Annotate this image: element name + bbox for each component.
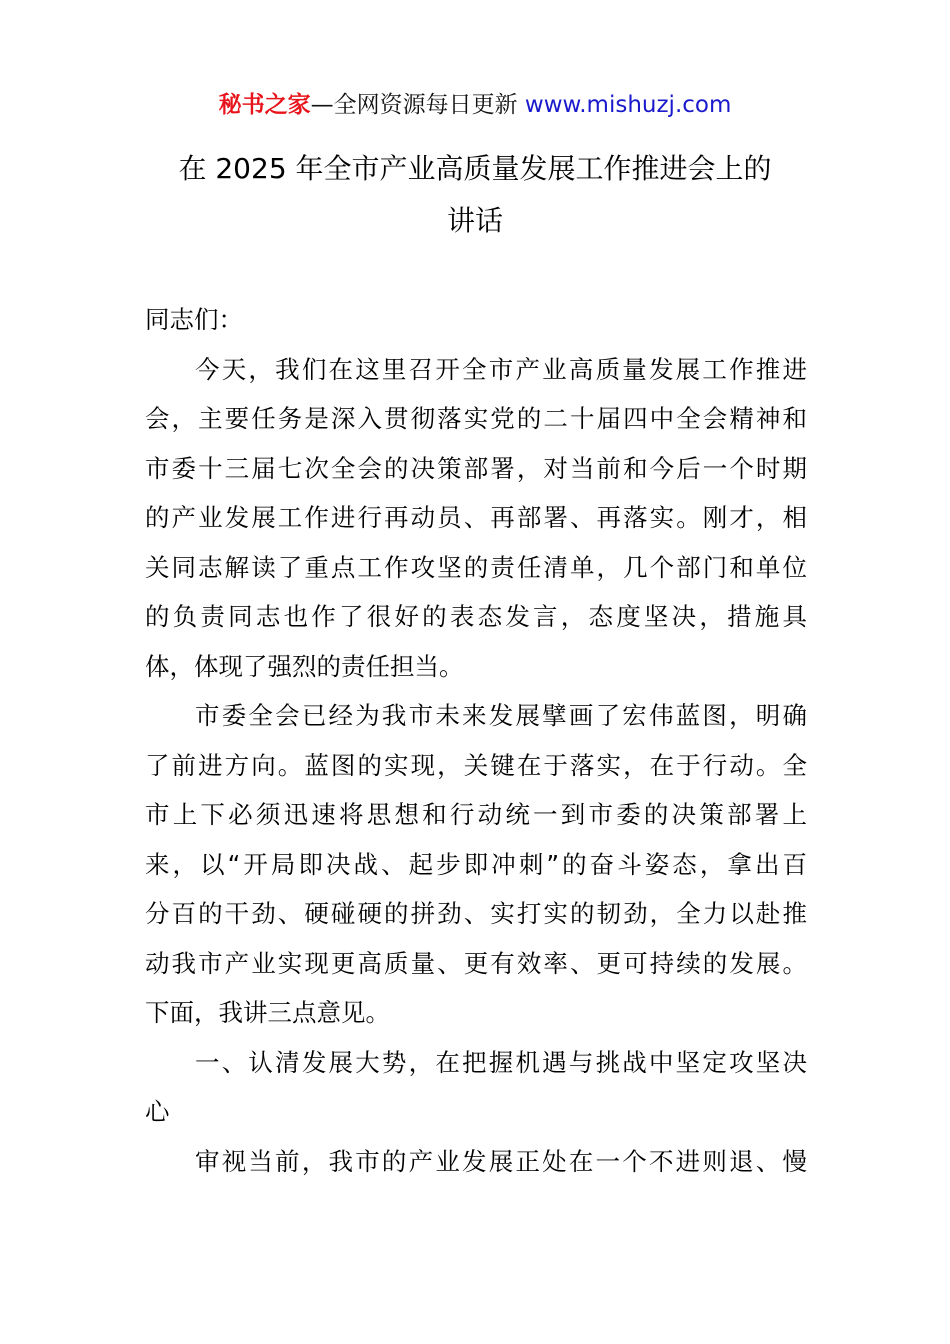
- paragraph-line: 分百的干劲、硬碰硬的拼劲、实打实的韧劲，全力以赴推: [145, 899, 807, 928]
- paragraph-1: [145, 345, 807, 692]
- paragraph-line: 关同志解读了重点工作攻坚的责任清单，几个部门和单位: [145, 552, 807, 582]
- paragraph-line: 动我市产业实现更高质量、更有效率、更可持续的发展。: [145, 948, 807, 978]
- paragraph-line: 会，主要任务是深入贯彻落实党的二十届四中全会精神和: [145, 404, 807, 433]
- paragraph-3: [145, 1137, 807, 1187]
- title-line: 讲话: [446, 204, 503, 237]
- paragraph-line: 市上下必须迅速将思想和行动统一到市委的决策部署上: [145, 800, 807, 829]
- paragraph-line: 审视当前，我市的产业发展正处在一个不进则退、慢: [195, 1146, 807, 1176]
- paragraph-line: 下面，我讲三点意见。: [145, 998, 390, 1027]
- heading-line: 一、认清发展大势，在把握机遇与挑战中坚定攻坚决: [195, 1047, 807, 1077]
- heading-line: 心: [145, 1097, 170, 1126]
- brand-name: 秘书之家: [218, 92, 311, 118]
- title-line: 在 2025 年全市产业高质量发展工作推进会上的: [178, 152, 772, 185]
- paragraph-line: 市委十三届七次全会的决策部署，对当前和今后一个时期: [145, 453, 807, 483]
- banner-slogan: —全网资源每日更新: [310, 92, 525, 118]
- paragraph-line: 了前进方向。蓝图的实现，关键在于落实，在于行动。全: [145, 750, 807, 780]
- paragraph-line: 市委全会已经为我市未来发展擘画了宏伟蓝图，明确: [195, 701, 807, 730]
- paragraph-line: 的负责同志也作了很好的表态发言，态度坚决，措施具: [145, 602, 807, 631]
- paragraph-line: 今天，我们在这里召开全市产业高质量发展工作推进: [195, 354, 807, 384]
- paragraph-line: 的产业发展工作进行再动员、再部署、再落实。刚才，相: [145, 503, 807, 532]
- document-title: [100, 143, 850, 247]
- paragraph-line: 体，体现了强烈的责任担当。: [145, 651, 464, 681]
- site-banner: [0, 88, 950, 122]
- site-url-link[interactable]: www.mishuzj.com: [524, 92, 732, 118]
- document-body: [145, 295, 807, 1186]
- paragraph-line: 来，以“开局即决战、起步即冲刺”的奋斗姿态，拿出百: [145, 849, 807, 879]
- paragraph-2: [145, 691, 807, 1038]
- salutation: 同志们：: [145, 305, 243, 334]
- section-heading-1: [145, 1038, 807, 1137]
